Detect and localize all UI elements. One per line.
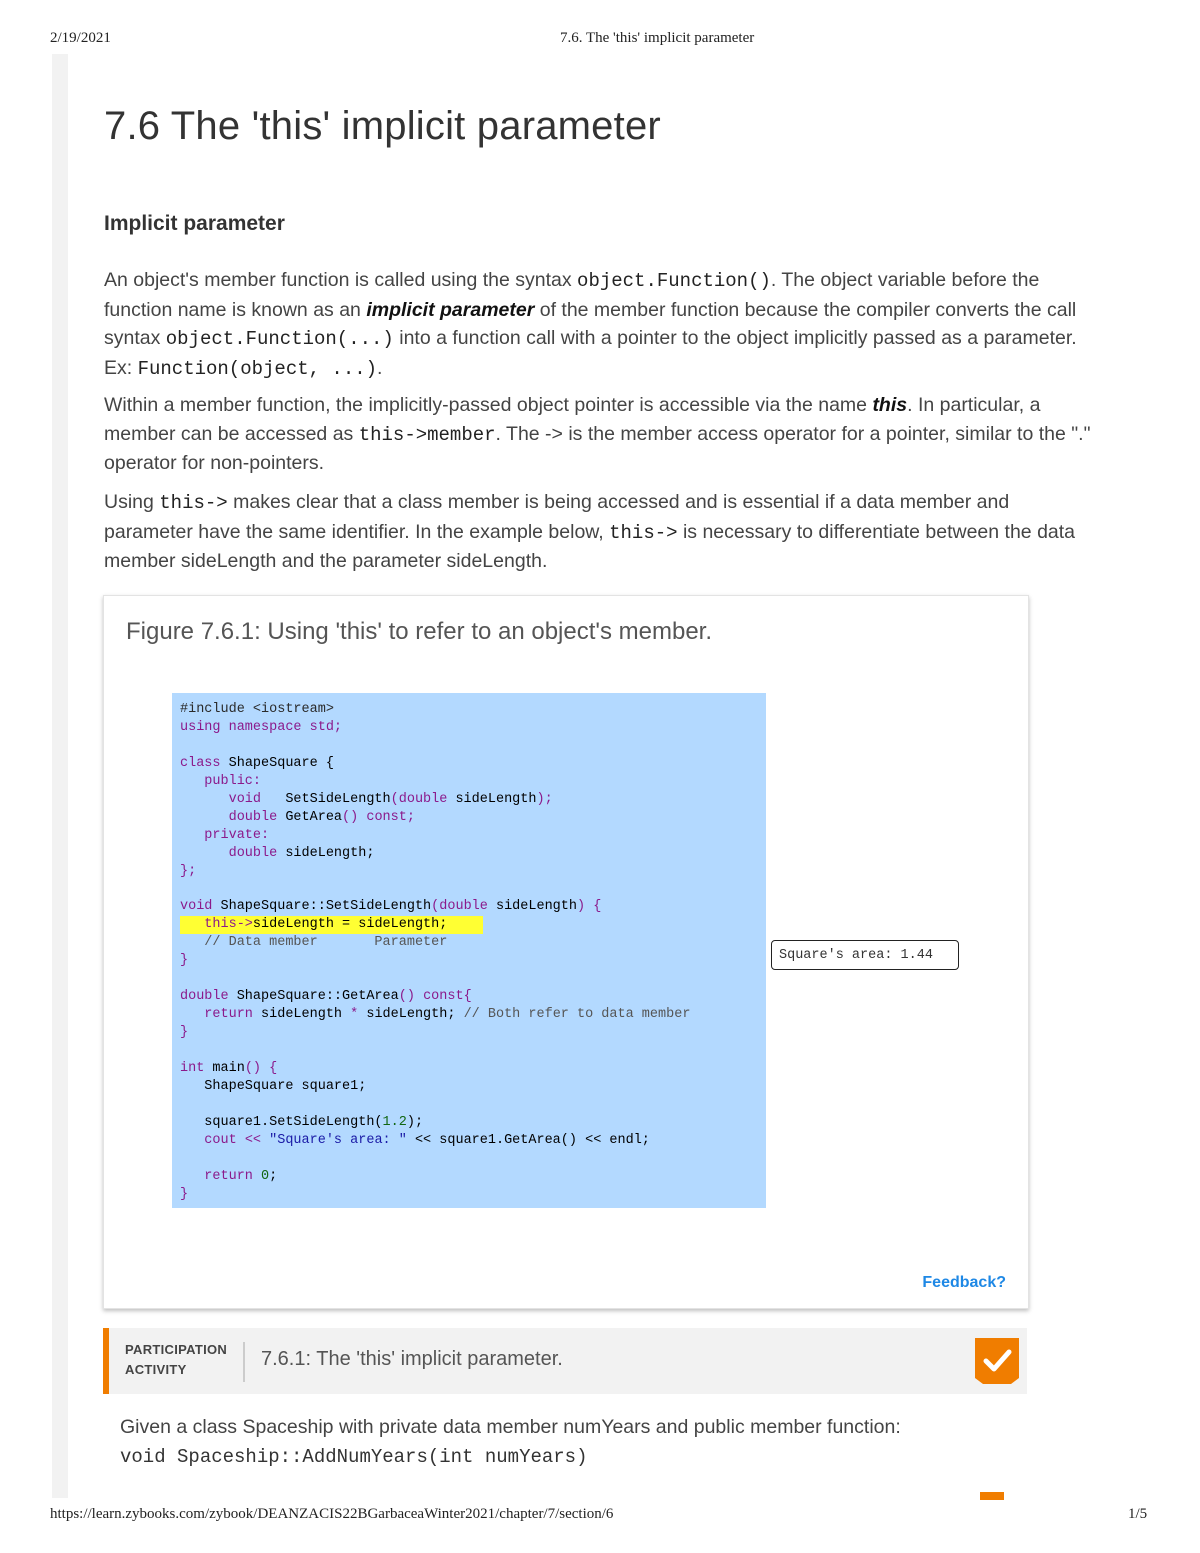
code-text: #include <iostream> using namespace std; class ShapeSquare { public: void SetSideLength(double sideLength); double GetArea() const; private: double sideLength; }; void ShapeSquare::SetSideLength(double sideLength) { this->sideLength = sideLength; // Data member Parameter } double ShapeSquare::GetArea() const{ return sideLength * sideLength; // Both refer to data member } int main() { ShapeSquare square1; square1.SetSideLength(1.2); cout << "Square's area: " << square1.GetArea() << endl; return 0; } bbox=[180, 702, 691, 1202]
paragraph-implicit-parameter: An object's member function is called using the syntax object.Function(). The object variable before the function name is known as an implicit parameter of the member function because the compiler converts the call syntax object.Function(...) into a function call with a pointer to the object implicitly passed as a parameter. Ex: Function(object, ...). bbox=[104, 269, 1077, 380]
program-output: Square's area: 1.44 bbox=[771, 940, 959, 970]
checkmark-icon bbox=[975, 1338, 1019, 1384]
activity-prompt: Given a class Spaceship with private data member numYears and public member function: void Spaceship::AddNumYears(int numYears) bbox=[120, 1412, 901, 1472]
feedback-link[interactable]: Feedback? bbox=[922, 1274, 1006, 1291]
print-footer-url: https://learn.zybooks.com/zybook/DEANZACIS22BGarbaceaWinter2021/chapter/7/section/6 bbox=[50, 1506, 614, 1522]
activity-code: void Spaceship::AddNumYears(int numYears) bbox=[120, 1446, 588, 1468]
inline-code: object.Function(...) bbox=[165, 328, 394, 350]
activity-title: 7.6.1: The 'this' implicit parameter. bbox=[261, 1348, 563, 1370]
subheading: Implicit parameter bbox=[104, 212, 285, 235]
highlighted-line: this->sideLength = sideLength; bbox=[180, 916, 483, 934]
inline-code: this-> bbox=[159, 492, 228, 514]
participation-activity-body bbox=[103, 1394, 1027, 1498]
inline-code: object.Function() bbox=[577, 270, 771, 292]
print-header-title: 7.6. The 'this' implicit parameter bbox=[560, 30, 755, 46]
participation-activity-header[interactable] bbox=[103, 1328, 1027, 1394]
code-listing bbox=[172, 693, 766, 1208]
figure-7-6-1 bbox=[103, 595, 1029, 1309]
paragraph-using-this: Using this-> makes clear that a class member is being accessed and is essential if a data member and parameter have the same identifier. In the example below, this-> is necessary to differentiate between the data member sideLength and the parameter sideLength. bbox=[104, 491, 1076, 572]
inline-code: this-> bbox=[609, 521, 678, 544]
term-implicit-parameter: implicit parameter bbox=[366, 298, 535, 321]
print-footer-page: 1/5 bbox=[1128, 1506, 1148, 1522]
section-title: 7.6 The 'this' implicit parameter bbox=[104, 104, 661, 148]
figure-title: Figure 7.6.1: Using 'this' to refer to an object's member. bbox=[126, 618, 713, 645]
paragraph-this-pointer: Within a member function, the implicitly-passed object pointer is accessible via the name this. In particular, a member can be accessed as this->member. The -> is the member access operator for a pointer, similar to the "." operator for non-pointers. bbox=[104, 394, 1091, 474]
inline-code: Function(object, ...) bbox=[137, 357, 378, 380]
inline-code: this->member bbox=[358, 423, 496, 446]
term-this: this bbox=[872, 394, 908, 416]
divider bbox=[243, 1342, 245, 1382]
participation-activity-label: PARTICIPATION ACTIVITY bbox=[125, 1342, 228, 1377]
print-header-date: 2/19/2021 bbox=[50, 30, 111, 46]
page-gutter-left bbox=[52, 54, 68, 1498]
progress-marker bbox=[980, 1492, 1004, 1500]
